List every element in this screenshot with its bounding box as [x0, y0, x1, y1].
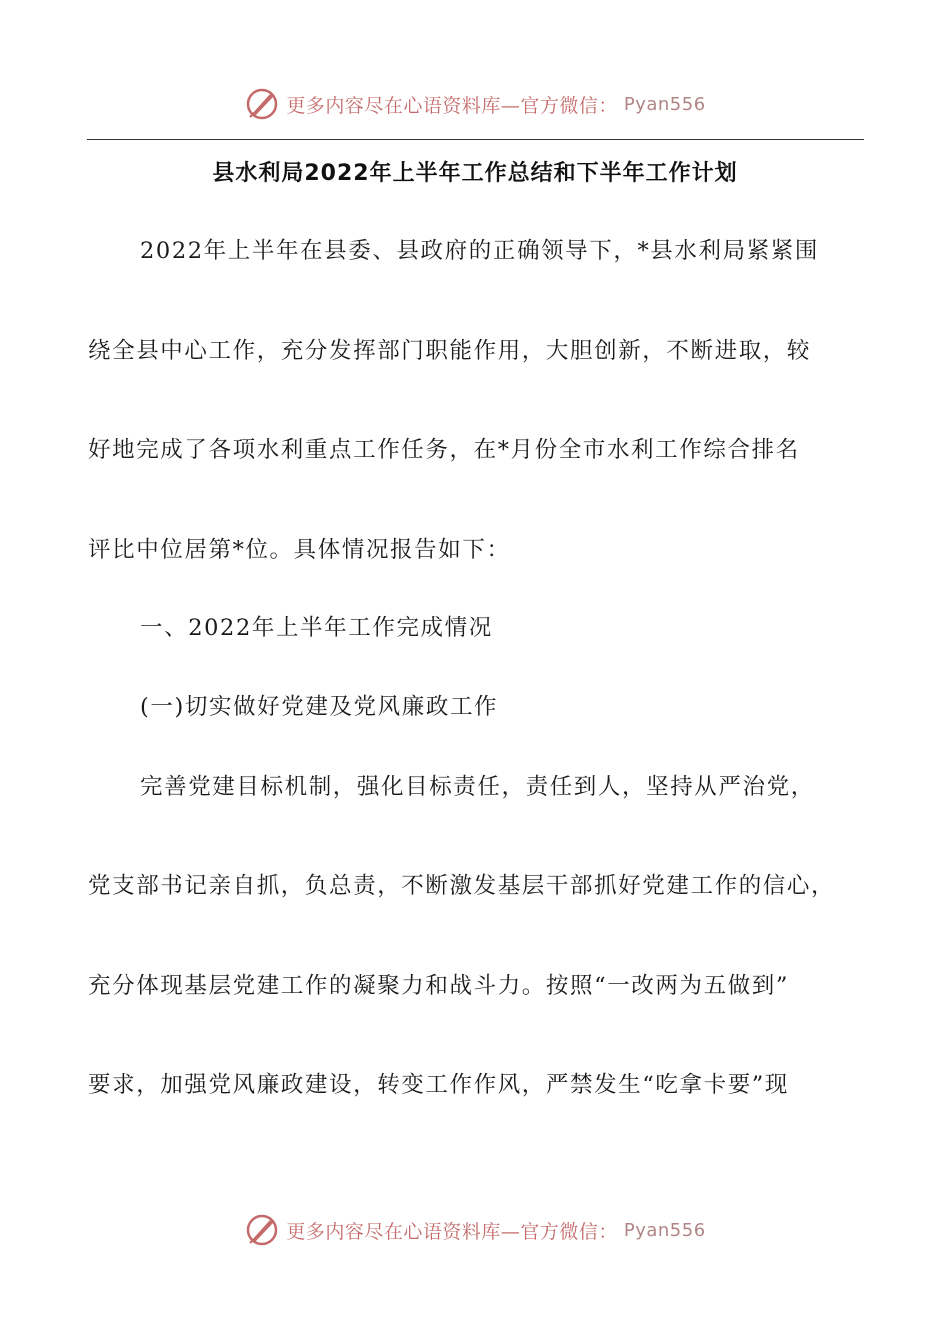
paragraph-line: 绕全县中心工作，充分发挥部门职能作用，大胆创新，不断进取，较	[88, 338, 812, 364]
subsection-heading: (一)切实做好党建及党风廉政工作	[140, 694, 499, 720]
watermark-handle: Pyan556	[623, 1219, 706, 1241]
paragraph-line: 要求，加强党风廉政建设，转变工作作风，严禁发生“吃拿卡要”现	[88, 1072, 790, 1098]
paragraph-line: 充分体现基层党建工作的凝聚力和战斗力。按照“一改两为五做到”	[88, 973, 790, 999]
paragraph-line: 好地完成了各项水利重点工作任务，在*月份全市水利工作综合排名	[88, 437, 800, 463]
paragraph-line: 党支部书记亲自抓，负总责，不断激发基层干部抓好党建工作的信心，	[88, 873, 836, 899]
watermark-handle: Pyan556	[623, 93, 706, 115]
document-title: 县水利局2022年上半年工作总结和下半年工作计划	[212, 161, 738, 186]
header-watermark	[0, 84, 950, 124]
quill-logo-icon	[244, 86, 280, 122]
paragraph-line: 评比中位居第*位。具体情况报告如下：	[88, 537, 511, 563]
watermark-text: 更多内容尽在心语资料库—官方微信：	[286, 1220, 618, 1243]
footer-watermark	[0, 1210, 950, 1250]
paragraph-line: 2022年上半年在县委、县政府的正确领导下，*县水利局紧紧围	[140, 238, 820, 264]
watermark-text: 更多内容尽在心语资料库—官方微信：	[286, 94, 618, 117]
quill-logo-icon	[244, 1212, 280, 1248]
header-divider	[87, 139, 864, 140]
paragraph-line: 完善党建目标机制，强化目标责任，责任到人，坚持从严治党，	[140, 774, 815, 800]
section-heading: 一、2022年上半年工作完成情况	[140, 615, 493, 641]
